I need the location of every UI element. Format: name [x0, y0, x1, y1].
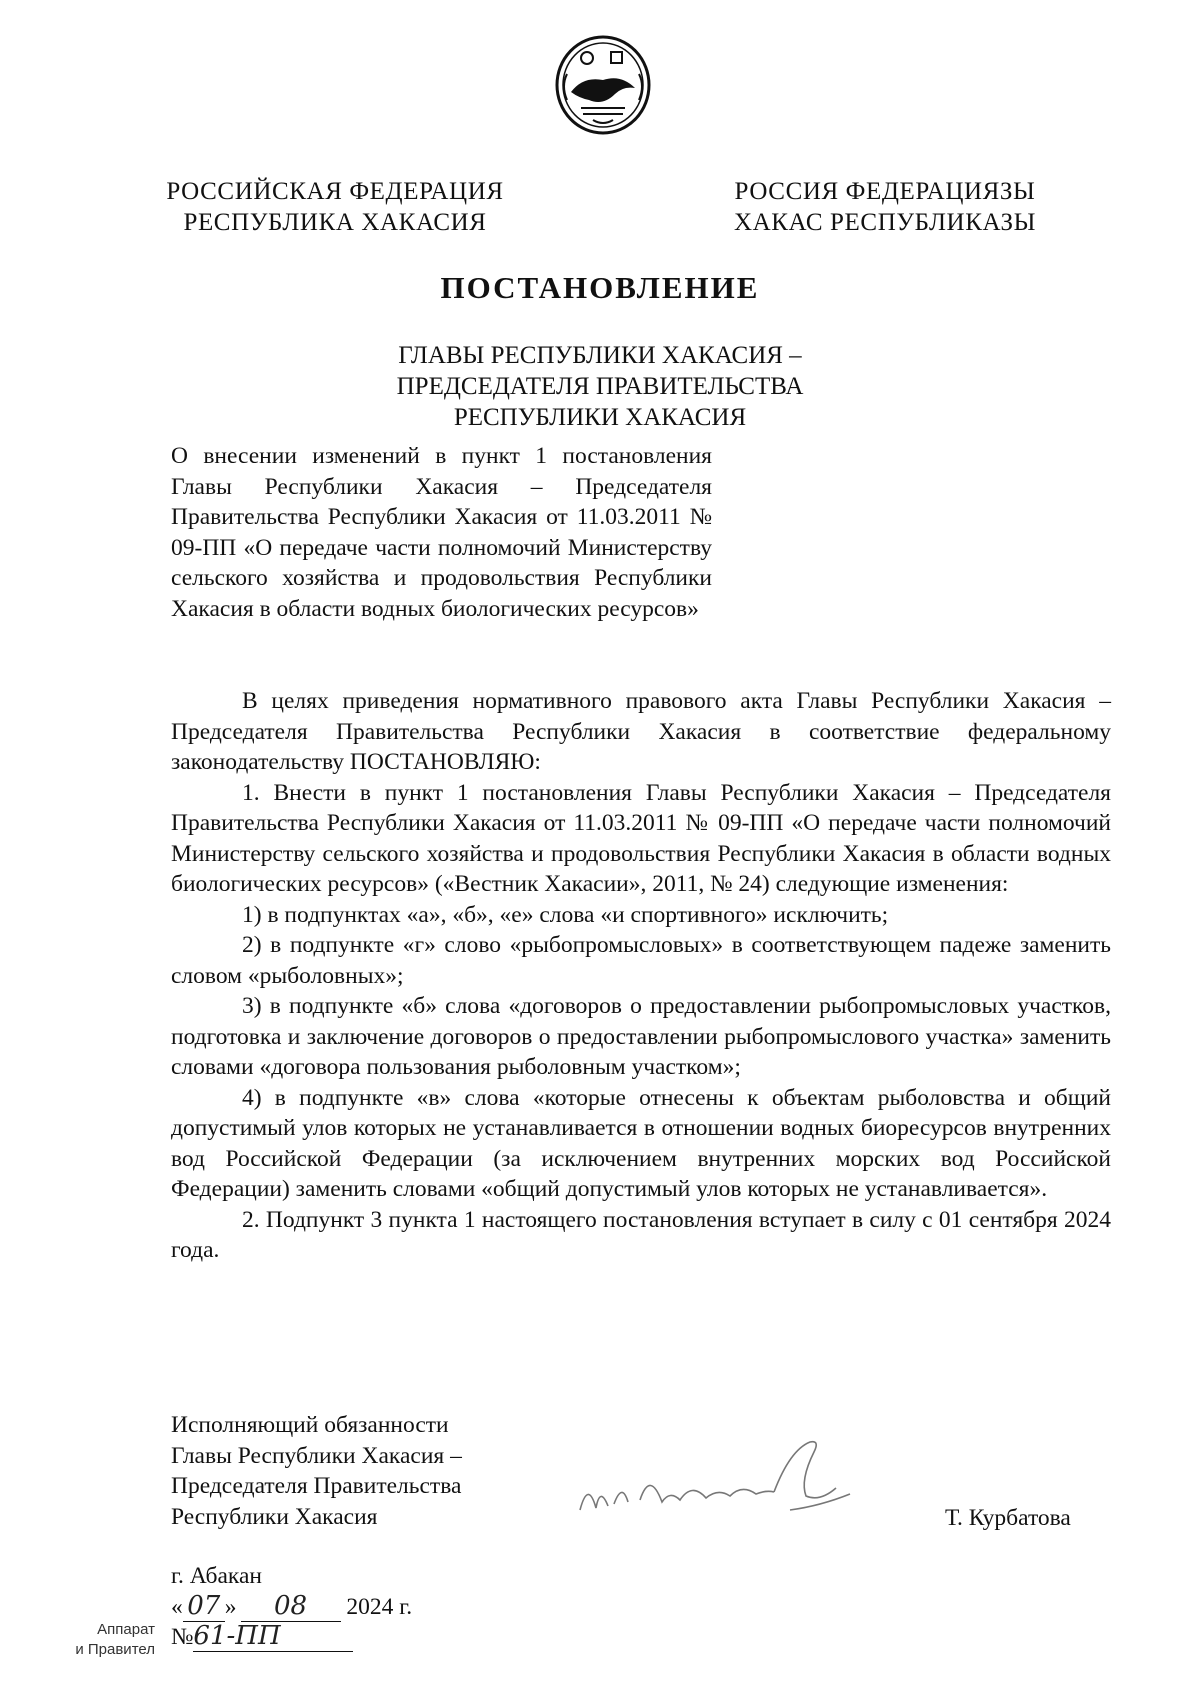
header-right-line1: РОССИЯ ФЕДЕРАЦИЯЗЫ	[734, 178, 1036, 205]
date-year: 2024 г.	[346, 1594, 413, 1620]
number-line	[171, 1621, 353, 1652]
coat-of-arms-emblem	[553, 34, 653, 136]
stamp-line1: Аппарат	[97, 1621, 155, 1638]
body-preamble: В целях приведения нормативного правового акта Главы Республики Хакасия – Председателя Правительства Республики Хакасия в соответствие федеральному законодательству ПОСТАНОВЛЯЮ:	[171, 688, 1111, 775]
registration-stamp	[40, 1620, 155, 1660]
document-body	[171, 686, 1111, 1266]
header-right-line2: ХАКАС РЕСПУБЛИКАЗЫ	[733, 209, 1037, 236]
signatory-name: Т. Курбатова	[945, 1505, 1071, 1531]
date-line	[171, 1591, 412, 1622]
body-subitem-2: 2) в подпункте «г» слово «рыбопромысловых» в соответствующем падеже заменить словом «рыболовных»;	[171, 932, 1111, 989]
body-item-1: 1. Внести в пункт 1 постановления Главы Республики Хакасия – Председателя Правительства Республики Хакасия от 11.03.2011 № 09-ПП «О передаче части полномочий Министерству сельского хозяйства и продовольствия Республики Хакасия в области водных биологических ресурсов» («Вестник Хакасии», 2011, № 24) следующие изменения:	[171, 779, 1111, 897]
header-left	[150, 176, 520, 238]
body-subitem-1: 1) в подпунктах «а», «б», «е» слова «и спортивного» исключить;	[242, 901, 889, 928]
issuer-line3: РЕСПУБЛИКИ ХАКАСИЯ	[453, 404, 747, 431]
issuer-line2: ПРЕДСЕДАТЕЛЯ ПРАВИТЕЛЬСТВА	[396, 373, 804, 400]
date-open-quote: «	[171, 1594, 183, 1620]
document-subject: О внесении изменений в пункт 1 постановления Главы Республики Хакасия – Председателя Правительства Республики Хакасия от 11.03.2011 № 09-ПП «О передаче части полномочий Министерству сельского хозяйства и продовольствия Республики Хакасия в области водных биологических ресурсов»	[171, 443, 712, 622]
signatory-title	[171, 1410, 511, 1532]
header-right	[700, 176, 1070, 238]
stamp-line2: и Правител	[75, 1641, 155, 1658]
signatory-line1: Исполняющий обязанности	[171, 1412, 449, 1438]
body-subitem-4: 4) в подпункте «в» слова «которые отнесены к объектам рыболовства и общий допустимый улов которых не устанавливается в отношении водных биоресурсов внутренних вод Российской Федерации (за исключением внутренних морских вод Российской Федерации) заменить словами «общий допустимый улов которых не устанавливается».	[171, 1084, 1111, 1202]
body-item-2: 2. Подпункт 3 пункта 1 настоящего постановления вступает в силу с 01 сентября 2024 года.	[171, 1206, 1111, 1263]
date-month: 08	[241, 1591, 341, 1622]
header-left-line2: РЕСПУБЛИКА ХАКАСИЯ	[183, 209, 487, 236]
date-day: 07	[183, 1591, 225, 1622]
place: г. Абакан	[171, 1563, 262, 1589]
date-close-quote: »	[224, 1594, 237, 1620]
body-subitem-3: 3) в подпункте «б» слова «договоров о предоставлении рыбопромысловых участков, подготовка и заключение договоров о предоставлении рыбопромыслового участка» заменить словами «договора пользования рыболовным участком»;	[171, 993, 1111, 1080]
signatory-line3: Председателя Правительства	[171, 1473, 462, 1499]
signatory-line4: Республики Хакасия	[171, 1503, 378, 1530]
header-left-line1: РОССИЙСКАЯ ФЕДЕРАЦИЯ	[166, 178, 504, 205]
document-number: 61-ПП	[193, 1621, 353, 1652]
document-title: ПОСТАНОВЛЕНИЕ	[440, 270, 760, 305]
issuer-line1: ГЛАВЫ РЕСПУБЛИКИ ХАКАСИЯ –	[398, 342, 802, 369]
handwritten-signature	[570, 1430, 870, 1530]
number-prefix: №	[171, 1624, 194, 1650]
issuer-block	[300, 340, 900, 433]
signatory-line2: Главы Республики Хакасия –	[171, 1442, 462, 1469]
